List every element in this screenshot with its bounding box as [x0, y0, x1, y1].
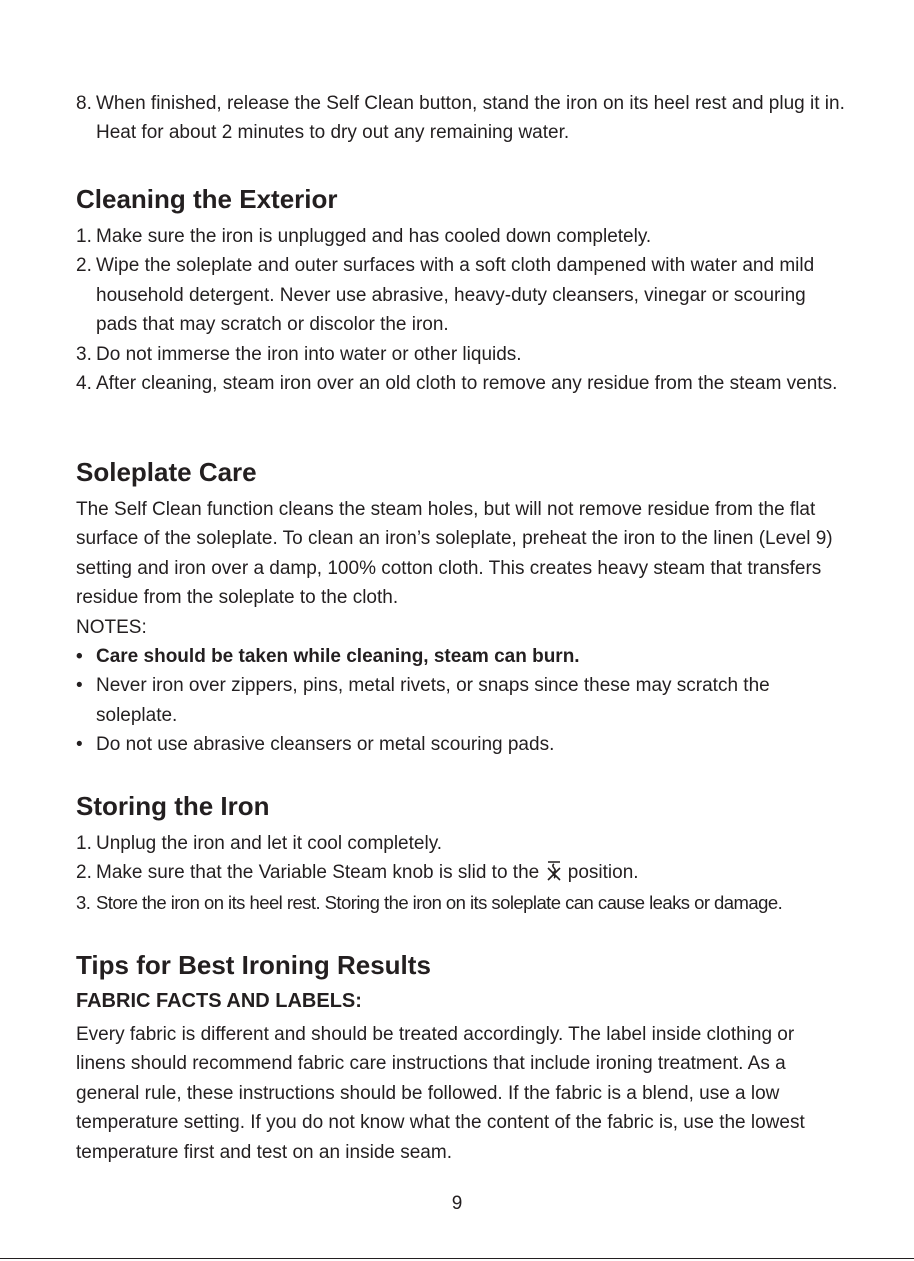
step-number: 8. — [76, 93, 92, 114]
step-text: Store the iron on its heel rest. Storing the iron on its soleplate can cause leaks or damage. — [96, 891, 783, 913]
section-title: Tips for Best Ironing Results — [76, 950, 431, 980]
list-item — [76, 369, 846, 398]
self-clean-final-step — [76, 89, 846, 148]
step-number: 3. — [76, 891, 91, 913]
list-item — [76, 222, 846, 251]
soleplate-care-section — [76, 456, 846, 488]
soleplate-care-body — [76, 495, 846, 760]
list-item — [76, 251, 846, 339]
note-text: Care should be taken while cleaning, steam can burn. — [96, 646, 580, 668]
tips-section — [76, 949, 846, 981]
step-text-end: position. — [567, 862, 639, 884]
tips-subheading — [76, 988, 846, 1014]
section-title: Soleplate Care — [76, 457, 257, 487]
storing-steps — [76, 829, 856, 917]
step-text: Wipe the soleplate and outer surfaces with a soft cloth dampened with water and mild household detergent. Never use abrasive, heavy-duty cleansers, vinegar or scouring pads that may scratch or discolor the iron. — [96, 255, 815, 336]
list-item — [76, 730, 846, 759]
step-number: 4. — [76, 373, 92, 395]
footer-rule — [0, 1258, 914, 1259]
section-title: Cleaning the Exterior — [76, 184, 338, 214]
list-item — [76, 340, 846, 369]
bullet: • — [76, 675, 83, 697]
cleaning-exterior-steps — [76, 222, 846, 398]
step-number: 3. — [76, 343, 92, 365]
no-steam-icon — [545, 860, 563, 882]
step-text: When finished, release the Self Clean button, stand the iron on its heel rest and plug it in. Heat for about 2 minutes to dry out any remaining water. — [96, 93, 845, 144]
notes-label: NOTES: — [76, 616, 147, 638]
list-item — [76, 888, 856, 917]
section-title: Storing the Iron — [76, 791, 270, 821]
list-item — [76, 829, 856, 858]
bullet: • — [76, 734, 83, 756]
step-text: Make sure that the Variable Steam knob is slid to the — [96, 862, 540, 884]
note-text: Never iron over zippers, pins, metal rivets, or snaps since these may scratch the soleplate. — [96, 675, 770, 726]
step-text: After cleaning, steam iron over an old cloth to remove any residue from the steam vents. — [96, 373, 838, 395]
step-text: Do not immerse the iron into water or other liquids. — [96, 343, 522, 365]
paragraph: The Self Clean function cleans the steam holes, but will not remove residue from the flat surface of the soleplate. To clean an iron’s soleplate, preheat the iron to the linen (Level 9) setting and iron over a damp, 100% cotton cloth. This creates heavy steam that transfers residue from the soleplate to the cloth. — [76, 499, 833, 609]
tips-body — [76, 1020, 846, 1167]
bullet: • — [76, 646, 83, 668]
step-text: Make sure the iron is unplugged and has cooled down completely. — [96, 226, 652, 247]
note-text: Do not use abrasive cleansers or metal scouring pads. — [96, 734, 555, 756]
step-number: 2. — [76, 862, 92, 884]
page-number: 9 — [451, 1193, 463, 1214]
list-item — [76, 642, 846, 671]
cleaning-exterior-section — [76, 183, 846, 215]
list-item — [76, 858, 856, 887]
subsection-title: FABRIC FACTS AND LABELS: — [76, 990, 362, 1012]
step-number: 1. — [76, 833, 92, 854]
step-number: 1. — [76, 226, 92, 247]
list-item — [76, 89, 846, 148]
step-number: 2. — [76, 255, 92, 277]
step-text: Unplug the iron and let it cool completely. — [96, 833, 443, 854]
storing-section — [76, 790, 846, 822]
list-item — [76, 671, 846, 730]
paragraph: Every fabric is different and should be treated accordingly. The label inside clothing or linens should recommend fabric care instructions that include ironing treatment. As a general rule, these instructions should be followed. If the fabric is a blend, use a low temperature setting. If you do not know what the content of the fabric is, use the lowest temperature first and test on an inside seam. — [76, 1024, 805, 1163]
